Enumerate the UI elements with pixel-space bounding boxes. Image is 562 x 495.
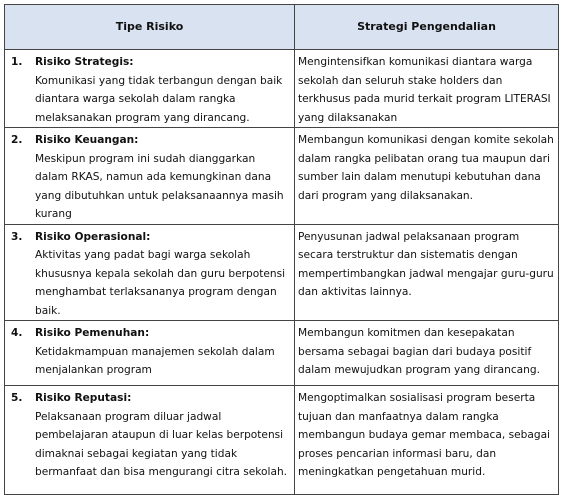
risk-description: Pelaksanaan program diluar jadwal pembelajaran ataupun di luar kelas berpotensi dimaknai sebagai kegiatan yang tidak bermanfaat dan bisa mengurangi citra sekolah. xyxy=(35,410,288,478)
risk-title: Risiko Pemenuhan: xyxy=(35,327,150,339)
risk-description: Ketidakmampuan manajemen sekolah dalam menjalankan program xyxy=(35,345,275,376)
strategy-cell xyxy=(295,50,559,128)
risk-cell xyxy=(5,386,295,495)
strategy-text: Membangun komitmen dan kesepakatan bersama sebagai bagian dari budaya positif dalam mewujudkan program yang dirancang. xyxy=(298,327,540,376)
risk-table xyxy=(4,4,559,495)
row-number: 4. xyxy=(11,327,23,339)
risk-title: Risiko Operasional: xyxy=(35,230,151,243)
table-row xyxy=(5,321,559,386)
header-control-strategy: Strategi Pengendalian xyxy=(295,5,559,50)
risk-title: Risiko Strategis: xyxy=(35,56,134,68)
risk-cell xyxy=(5,224,295,321)
risk-description: Meskipun program ini sudah dianggarkan dalam RKAS, namun ada kemungkinan dana yang dibutuhkan untuk pelaksanaannya masih kurang xyxy=(35,152,284,220)
strategy-text: Membangun komunikasi dengan komite sekolah dalam rangka pelibatan orang tua maupun dari sumber lain dalam menutupi kebutuhan dana dari program yang dilaksanakan. xyxy=(298,134,554,202)
strategy-cell xyxy=(295,386,559,495)
risk-cell xyxy=(5,321,295,386)
header-row xyxy=(5,5,559,50)
strategy-text: Mengintensifkan komunikasi diantara warga sekolah dan seluruh stake holders dan terkhusus pada murid terkait program LITERASI yang dilaksanakan xyxy=(298,56,551,124)
row-number: 2. xyxy=(11,134,23,146)
risk-cell xyxy=(5,50,295,128)
table-row xyxy=(5,224,559,321)
strategy-text: Mengoptimalkan sosialisasi program beserta tujuan dan manfaatnya dalam rangka membangun budaya gemar membaca, sebagai proses pencarian informasi baru, dan meningkatkan pengetahuan murid. xyxy=(298,392,551,478)
risk-cell xyxy=(5,128,295,225)
header-risk-type: Tipe Risiko xyxy=(5,5,295,50)
risk-title: Risiko Keuangan: xyxy=(35,134,139,146)
strategy-cell xyxy=(295,224,559,321)
strategy-text: Penyusunan jadwal pelaksanaan program secara terstruktur dan sistematis dengan mempertimbangkan jadwal mengajar guru-guru dan aktivitas lainnya. xyxy=(298,230,554,298)
strategy-cell xyxy=(295,321,559,386)
row-number: 5. xyxy=(11,392,23,404)
risk-description: Komunikasi yang tidak terbangun dengan baik diantara warga sekolah dalam rangka melaksanakan program yang dirancang. xyxy=(35,74,283,124)
row-number: 3. xyxy=(11,230,23,243)
strategy-cell xyxy=(295,128,559,225)
risk-title: Risiko Reputasi: xyxy=(35,392,132,404)
table-row xyxy=(5,128,559,225)
risk-description: Aktivitas yang padat bagi warga sekolah khususnya kepala sekolah dan guru berpotensi menghambat terlaksananya program dengan baik. xyxy=(35,249,286,317)
table-row xyxy=(5,50,559,128)
table-row xyxy=(5,386,559,495)
row-number: 1. xyxy=(11,56,23,68)
